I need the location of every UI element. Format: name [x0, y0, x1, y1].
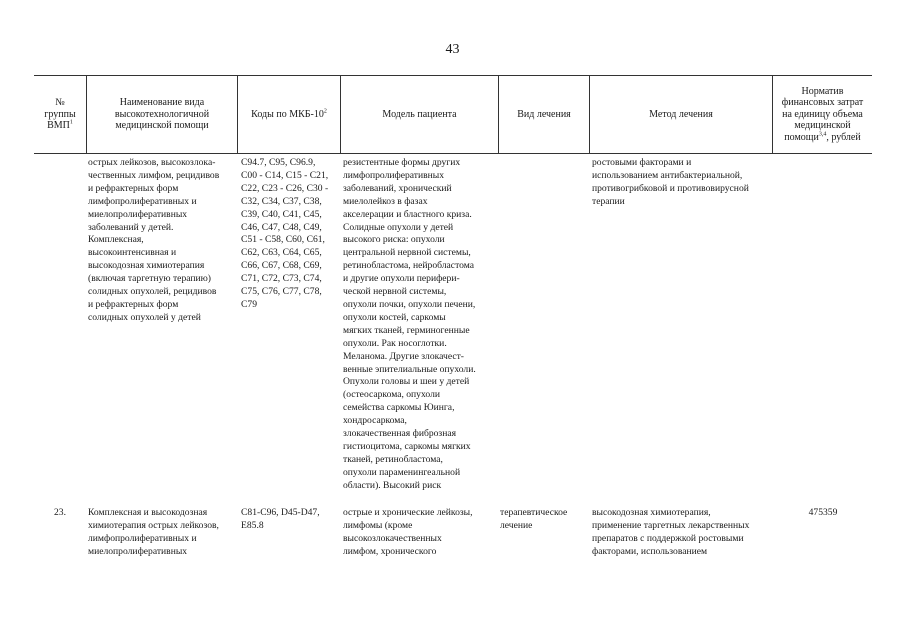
cell-line: заболеваний у детей.	[88, 221, 174, 233]
cell-line: высокозлокачественных	[343, 532, 442, 544]
cell-line: чественных лимфом, рецидивов	[88, 169, 220, 181]
cell-line: высокого риска: опухоли	[343, 234, 445, 246]
cell-line: злокачественная фиброзная	[343, 428, 457, 440]
cell-line: C00 - C14, C15 - C21,	[241, 169, 329, 181]
cell-line: центральной нервной системы,	[343, 247, 471, 259]
cell-line: высокоинтенсивная и	[88, 247, 177, 259]
cell-line: опухоли почки, опухоли печени,	[343, 298, 476, 310]
header-treatment-type: Вид лечения	[498, 76, 589, 153]
cell-line: миелопролиферативных	[88, 208, 188, 220]
cell-line: области). Высокий риск	[343, 479, 442, 491]
cell-line: и рефрактерных форм	[88, 298, 179, 310]
cell-line: опухоли параменингеальной	[343, 466, 461, 478]
cell-line: Меланома. Другие злокачест-	[343, 350, 464, 362]
cell-line: гистиоцитома, саркомы мягких	[343, 440, 471, 452]
cell-line: острые и хронические лейкозы,	[343, 507, 473, 518]
cell-line: химиотерапия острых лейкозов,	[88, 519, 219, 531]
cell-line: венные эпителиальные опухоли.	[343, 363, 476, 375]
row2-icd-codes	[241, 507, 320, 533]
cell-line: опухоли костей, саркомы	[343, 311, 446, 323]
header-treatment-method: Метод лечения	[589, 76, 772, 153]
cell-line: хондросаркома,	[343, 415, 407, 427]
cell-line: C79	[241, 298, 257, 310]
cell-line: Солидные опухоли у детей	[343, 221, 454, 233]
cell-line: семейства саркомы Юинга,	[343, 402, 455, 414]
cell-line: лимфопролиферативных	[343, 169, 445, 181]
cell-line: C46, C47, C48, C49,	[241, 221, 322, 233]
cell-line: (включая таргетную терапию)	[88, 273, 211, 285]
cell-line: лимфом, хронического	[343, 545, 437, 557]
cell-line: Комплексная,	[88, 234, 144, 246]
cell-line: терапии	[592, 195, 625, 207]
cell-line: C66, C67, C68, C69,	[241, 260, 322, 272]
cell-line: ростовыми факторами и	[592, 157, 692, 168]
page-number: 43	[445, 42, 460, 57]
cell-line: C62, C63, C64, C65,	[241, 247, 322, 259]
cell-line: акселерации и бластного криза.	[343, 208, 472, 220]
cell-line: миелолейкоз в фазах	[343, 195, 428, 207]
cell-line: ретинобластома, нейробластома	[343, 260, 475, 272]
cell-line: противогрибковой и противовирусной	[592, 182, 749, 194]
header-group-number: № группы ВМП$^1$	[44, 97, 76, 132]
cell-line: миелопролиферативных	[88, 545, 188, 557]
row2-treatment-method	[592, 507, 749, 559]
cell-line: солидных опухолей у детей	[88, 311, 201, 323]
row1-patient-model	[343, 157, 476, 493]
cell-line: (остеосаркома, опухоли	[343, 389, 441, 401]
cell-line: и другие опухоли перифери-	[343, 273, 460, 285]
cell-line: лимфопролиферативных и	[88, 195, 197, 207]
cell-line: резистентные формы других	[343, 157, 461, 168]
cell-line: C39, C40, C41, C45,	[241, 208, 322, 220]
cell-line: терапевтическое	[500, 507, 568, 518]
cell-line: лимфопролиферативных и	[88, 532, 197, 544]
cell-line: опухоли. Рак носоглотки.	[343, 337, 447, 349]
cell-line: лечение	[500, 519, 533, 531]
cell-line: C71, C72, C73, C74,	[241, 273, 322, 285]
cell-line: C22, C23 - C26, C30 -	[241, 182, 329, 194]
cell-line: солидных опухолей, рецидивов	[88, 286, 217, 298]
row1-care-type	[88, 157, 219, 325]
row2-cost: 475359	[808, 507, 838, 518]
cell-line: C81-C96, D45-D47,	[241, 507, 320, 518]
header-icd-codes: Коды по МКБ-$10^2$	[237, 76, 340, 153]
cell-line: мягких тканей, герминогенные	[343, 324, 470, 336]
table-header	[34, 75, 872, 154]
row1-treatment-method	[592, 157, 749, 209]
cell-line: Опухоли головы и шеи у детей	[343, 376, 470, 388]
cell-line: C94.7, C95, C96.9,	[241, 157, 316, 168]
cell-line: Комплексная и высокодозная	[88, 507, 208, 518]
header-care-type: Наименование вида высокотехнологичной медицинской помощи	[86, 76, 237, 153]
cell-line: и рефрактерных форм	[88, 182, 179, 194]
cell-line: использованием антибактериальной,	[592, 169, 743, 181]
cell-line: высокодозная химиотерапия	[88, 260, 205, 272]
row2-care-type	[88, 507, 219, 559]
cell-line: C32, C34, C37, C38,	[241, 195, 322, 207]
cell-line: C75, C76, C77, C78,	[241, 286, 322, 298]
header-cost-standard: Норматив финансовых затрат на единицу объема медицинской помощи$^{3,4}$, рублей	[772, 76, 872, 153]
cell-line: препаратов с поддержкой ростовыми	[592, 532, 744, 544]
cell-line: C51 - C58, C60, C61,	[241, 234, 325, 246]
cell-line: заболеваний, хронический	[343, 182, 452, 194]
row2-treatment-type	[500, 507, 567, 533]
cell-line: тканей, ретинобластома,	[343, 453, 443, 465]
cell-line: ческой нервной системы,	[343, 286, 447, 298]
cell-line: высокодозная химиотерапия,	[592, 507, 711, 518]
cell-line: факторами, использованием	[592, 545, 708, 557]
row1-icd-codes	[241, 157, 328, 312]
header-patient-model: Модель пациента	[340, 76, 498, 153]
cell-line: лимфомы (кроме	[343, 519, 413, 531]
cell-line: E85.8	[241, 519, 264, 531]
cell-line: острых лейкозов, высокозлока-	[88, 157, 216, 168]
cell-line: применение таргетных лекарственных	[592, 519, 750, 531]
row2-patient-model	[343, 507, 473, 559]
row2-number: 23.	[54, 507, 66, 518]
